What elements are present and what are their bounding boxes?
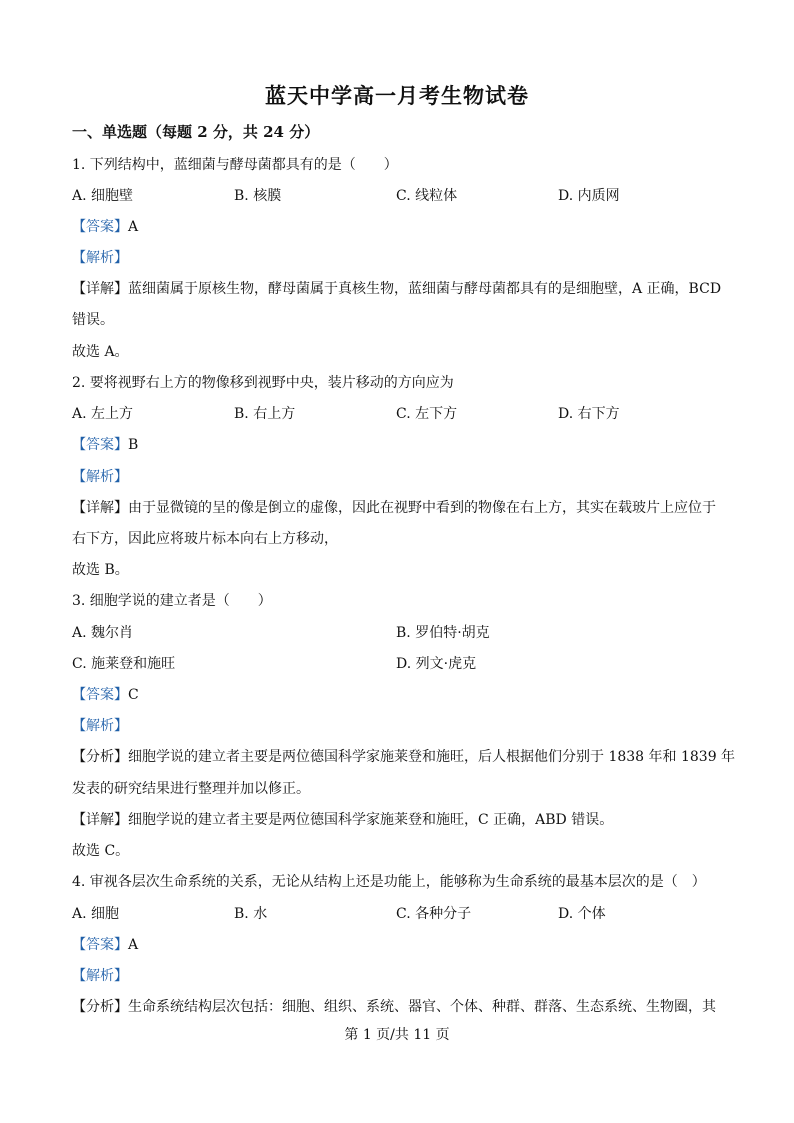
q1-option-c: C. 线粒体 <box>396 188 458 204</box>
q3-conclusion: 故选 C。 <box>72 843 130 859</box>
q3-fenxi-line-1 <box>72 746 736 766</box>
section-heading: 一、单选题（每题 2 分，共 24 分） <box>72 123 320 141</box>
answer-tag: 【答案】 <box>72 687 128 703</box>
answer-tag: 【答案】 <box>72 219 128 235</box>
detail-tag: 【详解】 <box>72 500 128 516</box>
question-4-stem: 4. 审视各层次生命系统的关系，无论从结构上还是功能上，能够称为生命系统的最基本层次的是（ ） <box>72 874 706 890</box>
q2-option-c: C. 左下方 <box>396 406 458 422</box>
q3-option-c: C. 施莱登和施旺 <box>72 656 176 672</box>
q1-detail-text-1: 蓝细菌属于原核生物，酵母菌属于真核生物，蓝细菌与酵母菌都具有的是细胞壁，A 正确，BCD <box>128 281 722 297</box>
q2-detail-line-2: 右下方，因此应将玻片标本向右上方移动， <box>72 531 338 547</box>
analysis-tag: 【解析】 <box>72 250 128 266</box>
q1-answer-value: A <box>128 219 139 235</box>
q1-conclusion: 故选 A。 <box>72 344 129 360</box>
q1-option-b: B. 核膜 <box>234 188 282 204</box>
q2-detail-text-1: 由于显微镜的呈的像是倒立的虚像，因此在视野中看到的物像在右上方，其实在载玻片上应位于 <box>128 500 716 516</box>
answer-tag: 【答案】 <box>72 437 128 453</box>
page-footer: 第 1 页/共 11 页 <box>344 1027 450 1043</box>
q4-fenxi-line-1 <box>72 996 722 1016</box>
analysis-tag: 【解析】 <box>72 718 128 734</box>
q1-option-a: A. 细胞壁 <box>72 188 134 204</box>
q2-detail-line-1 <box>72 497 722 517</box>
q4-option-a: A. 细胞 <box>72 906 120 922</box>
detail-tag: 【详解】 <box>72 281 128 297</box>
q4-answer <box>72 934 722 954</box>
question-3-stem: 3. 细胞学说的建立者是（ ） <box>72 593 272 609</box>
analysis-tag: 【解析】 <box>72 968 128 984</box>
q3-analysis <box>72 715 722 735</box>
q3-option-d: D. 列文·虎克 <box>396 656 477 672</box>
q1-detail-line-2: 错误。 <box>72 312 114 328</box>
q3-answer <box>72 684 722 704</box>
q2-answer-value: B <box>128 437 139 453</box>
detail-tag: 【详解】 <box>72 812 128 828</box>
q1-option-d: D. 内质网 <box>558 188 620 204</box>
q3-fenxi-text-1: 细胞学说的建立者主要是两位德国科学家施莱登和施旺，后人根据他们分别于 1838 年和 1839 年 <box>128 749 736 765</box>
q4-answer-value: A <box>128 937 139 953</box>
q1-answer <box>72 216 722 236</box>
q3-option-b: B. 罗伯特·胡克 <box>396 625 490 641</box>
question-1-stem: 1. 下列结构中，蓝细菌与酵母菌都具有的是（ ） <box>72 157 398 173</box>
q4-option-c: C. 各种分子 <box>396 906 472 922</box>
q2-answer <box>72 434 722 454</box>
q2-option-b: B. 右上方 <box>234 406 296 422</box>
q2-conclusion: 故选 B。 <box>72 562 129 578</box>
fenxi-tag: 【分析】 <box>72 749 128 765</box>
q2-option-a: A. 左上方 <box>72 406 134 422</box>
q2-option-d: D. 右下方 <box>558 406 620 422</box>
q3-detail-text-1: 细胞学说的建立者主要是两位德国科学家施莱登和施旺，C 正确，ABD 错误。 <box>128 812 614 828</box>
q3-option-a: A. 魏尔肖 <box>72 625 134 641</box>
q3-detail-line-1 <box>72 809 722 829</box>
question-2-stem: 2. 要将视野右上方的物像移到视野中央，装片移动的方向应为 <box>72 375 454 391</box>
q1-analysis <box>72 247 722 267</box>
analysis-tag: 【解析】 <box>72 469 128 485</box>
q1-detail-line-1 <box>72 278 722 298</box>
answer-tag: 【答案】 <box>72 937 128 953</box>
q3-fenxi-line-2: 发表的研究结果进行整理并加以修正。 <box>72 781 310 797</box>
q4-option-b: B. 水 <box>234 906 268 922</box>
q4-analysis <box>72 965 722 985</box>
fenxi-tag: 【分析】 <box>72 999 128 1015</box>
q2-analysis <box>72 466 722 486</box>
page-title: 蓝天中学高一月考生物试卷 <box>265 83 529 108</box>
q4-fenxi-text-1: 生命系统结构层次包括：细胞、组织、系统、器官、个体、种群、群落、生态系统、生物圈，其 <box>128 999 716 1015</box>
q4-option-d: D. 个体 <box>558 906 606 922</box>
q3-answer-value: C <box>128 687 139 703</box>
